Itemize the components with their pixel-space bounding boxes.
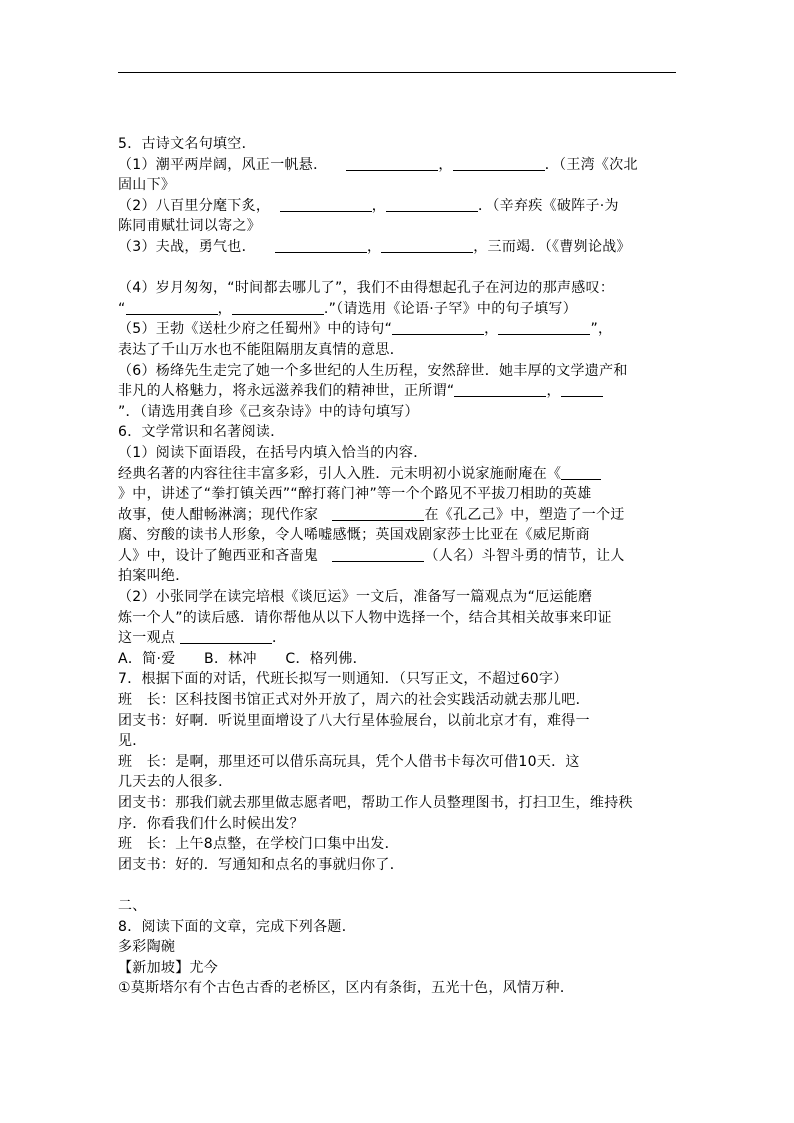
answer-blank[interactable] <box>346 156 438 171</box>
q6-sub-1-line-5: 人》中，设计了鲍西亚和吝啬鬼 （人名）斗智斗勇的情节，让人 <box>118 547 625 564</box>
dialogue-line: 团支书：好的．写通知和点名的事就归你了． <box>118 856 404 873</box>
q5-item-2-cont: 陈同甫赋壮词以寄之》 <box>118 218 261 235</box>
q5-item-6: （6）杨绛先生走完了她一个多世纪的人生历程，安然辞世．她丰厚的文学遗产和 <box>118 362 628 379</box>
q6-sub-1-line-3: 故事，使人酣畅淋漓；现代作家 在《孔乙己》中，塑造了一个迂 <box>118 506 625 523</box>
dialogue-line: 团支书：好啊．听说里面增设了八大行星体验展台，以前北京才有，难得一 <box>118 712 590 729</box>
q5-item-6-cont2: ”．（请选用龚自珍《己亥杂诗》中的诗句填写） <box>118 403 419 420</box>
section-heading: 二、 <box>118 897 147 914</box>
dialogue-line: 班 长：上午8点整，在学校门口集中出发． <box>118 836 399 853</box>
answer-blank[interactable] <box>392 320 484 335</box>
q5-item-5: （5）王勃《送杜少府之任蜀州》中的诗句“ ， ”， <box>118 321 613 338</box>
q5-item-4-cont: “ ， .”（请选用《论语·子罕》中的句子填写） <box>118 300 578 317</box>
article-author: 【新加坡】尤今 <box>118 959 219 976</box>
q8-title: 8．阅读下面的文章，完成下列各题． <box>118 918 357 935</box>
q6-sub-1-line-4: 腐、穷酸的读书人形象，令人唏嘘感慨；英国戏剧家莎士比亚在《威尼斯商 <box>118 527 590 544</box>
q6-sub-2-line-2: 炼一个人”的读后感．请你帮他从以下人物中选择一个，结合其相关故事来印证 <box>118 609 612 626</box>
q6-sub-2-line-3: 这一观点 ． <box>118 630 287 647</box>
article-paragraph-1: ①莫斯塔尔有个古色古香的老桥区，区内有条街，五光十色，风情万种． <box>118 980 575 997</box>
option-c[interactable]: C．格列佛． <box>285 650 367 667</box>
dialogue-line: 班 长：区科技图书馆正式对外开放了，周六的社会实践活动就去那儿吧． <box>118 692 590 709</box>
option-a[interactable]: A．简·爱 <box>118 650 176 667</box>
answer-blank[interactable] <box>453 156 545 171</box>
answer-blank[interactable] <box>126 300 218 315</box>
answer-blank[interactable] <box>275 238 367 253</box>
q5-title: 5．古诗文名句填空． <box>118 136 256 152</box>
answer-blank[interactable] <box>332 547 424 562</box>
q5-item-1: （1）潮平两岸阔，风正一帆悬． ， ．（王湾《次北 <box>118 156 638 173</box>
dialogue-line-cont: 序．你看我们什么时候出发？ <box>118 815 304 832</box>
answer-blank[interactable] <box>561 382 603 397</box>
q5-item-2: （2）八百里分麾下炙， ， ．（辛弃疾《破阵子·为 <box>118 197 619 214</box>
answer-blank[interactable] <box>454 382 546 397</box>
dialogue-line: 团支书：那我们就去那里做志愿者吧，帮助工作人员整理图书，打扫卫生，维持秩 <box>118 795 633 811</box>
answer-blank[interactable] <box>386 197 478 212</box>
q5-item-6-cont: 非凡的人格魅力，将永远滋养我们的精神世，正所谓“ ， <box>118 381 678 402</box>
answer-blank[interactable] <box>498 320 590 335</box>
answer-blank[interactable] <box>332 506 424 521</box>
q5-item-4: （4）岁月匆匆，“时间都去哪儿了”，我们不由得想起孔子在河边的那声感叹： <box>118 280 615 297</box>
option-b[interactable]: B．林冲 <box>204 650 257 667</box>
header-rule <box>118 72 676 73</box>
q5-item-1-cont: 固山下》 <box>118 177 176 194</box>
q6-sub-1: （1）阅读下面语段，在括号内填入恰当的内容． <box>118 444 428 461</box>
dialogue-line-cont: 几天去的人很多． <box>118 774 233 791</box>
q6-sub-1-line-2: 》中，讲述了“拳打镇关西”“醉打蒋门神”等一个个路见不平拔刀相助的英雄 <box>118 486 592 503</box>
answer-blank[interactable] <box>280 197 372 212</box>
q6-sub-1-line-6: 拍案叫绝． <box>118 568 190 585</box>
q5-item-5-cont: 表达了千山万水也不能阻隔朋友真情的意思． <box>118 341 404 358</box>
dialogue-line: 班 长：是啊，那里还可以借乐高玩具，凭个人借书卡每次可借10天．这 <box>118 753 580 770</box>
dialogue-line-cont: 见． <box>118 733 147 750</box>
q6-sub-1-line-1: 经典名著的内容往往丰富多彩，引人入胜．元末明初小说家施耐庵在《 <box>118 464 678 485</box>
answer-blank[interactable] <box>180 629 272 644</box>
q6-sub-2-line-1: （2）小张同学在读完培根《谈厄运》一文后，准备写一篇观点为“厄运能磨 <box>118 589 593 606</box>
q5-item-3: （3）夫战，勇气也． ， ，三而竭．（《曹刿论战》 <box>118 238 631 255</box>
answer-blank[interactable] <box>381 238 473 253</box>
answer-blank[interactable] <box>561 465 601 480</box>
q6-title: 6．文学常识和名著阅读． <box>118 424 285 441</box>
q7-title: 7．根据下面的对话，代班长拟写一则通知．（只写正文，不超过60字） <box>118 671 568 688</box>
answer-blank[interactable] <box>232 300 324 315</box>
q6-options <box>118 649 678 670</box>
article-title: 多彩陶碗 <box>118 939 176 956</box>
document-body <box>118 134 678 999</box>
